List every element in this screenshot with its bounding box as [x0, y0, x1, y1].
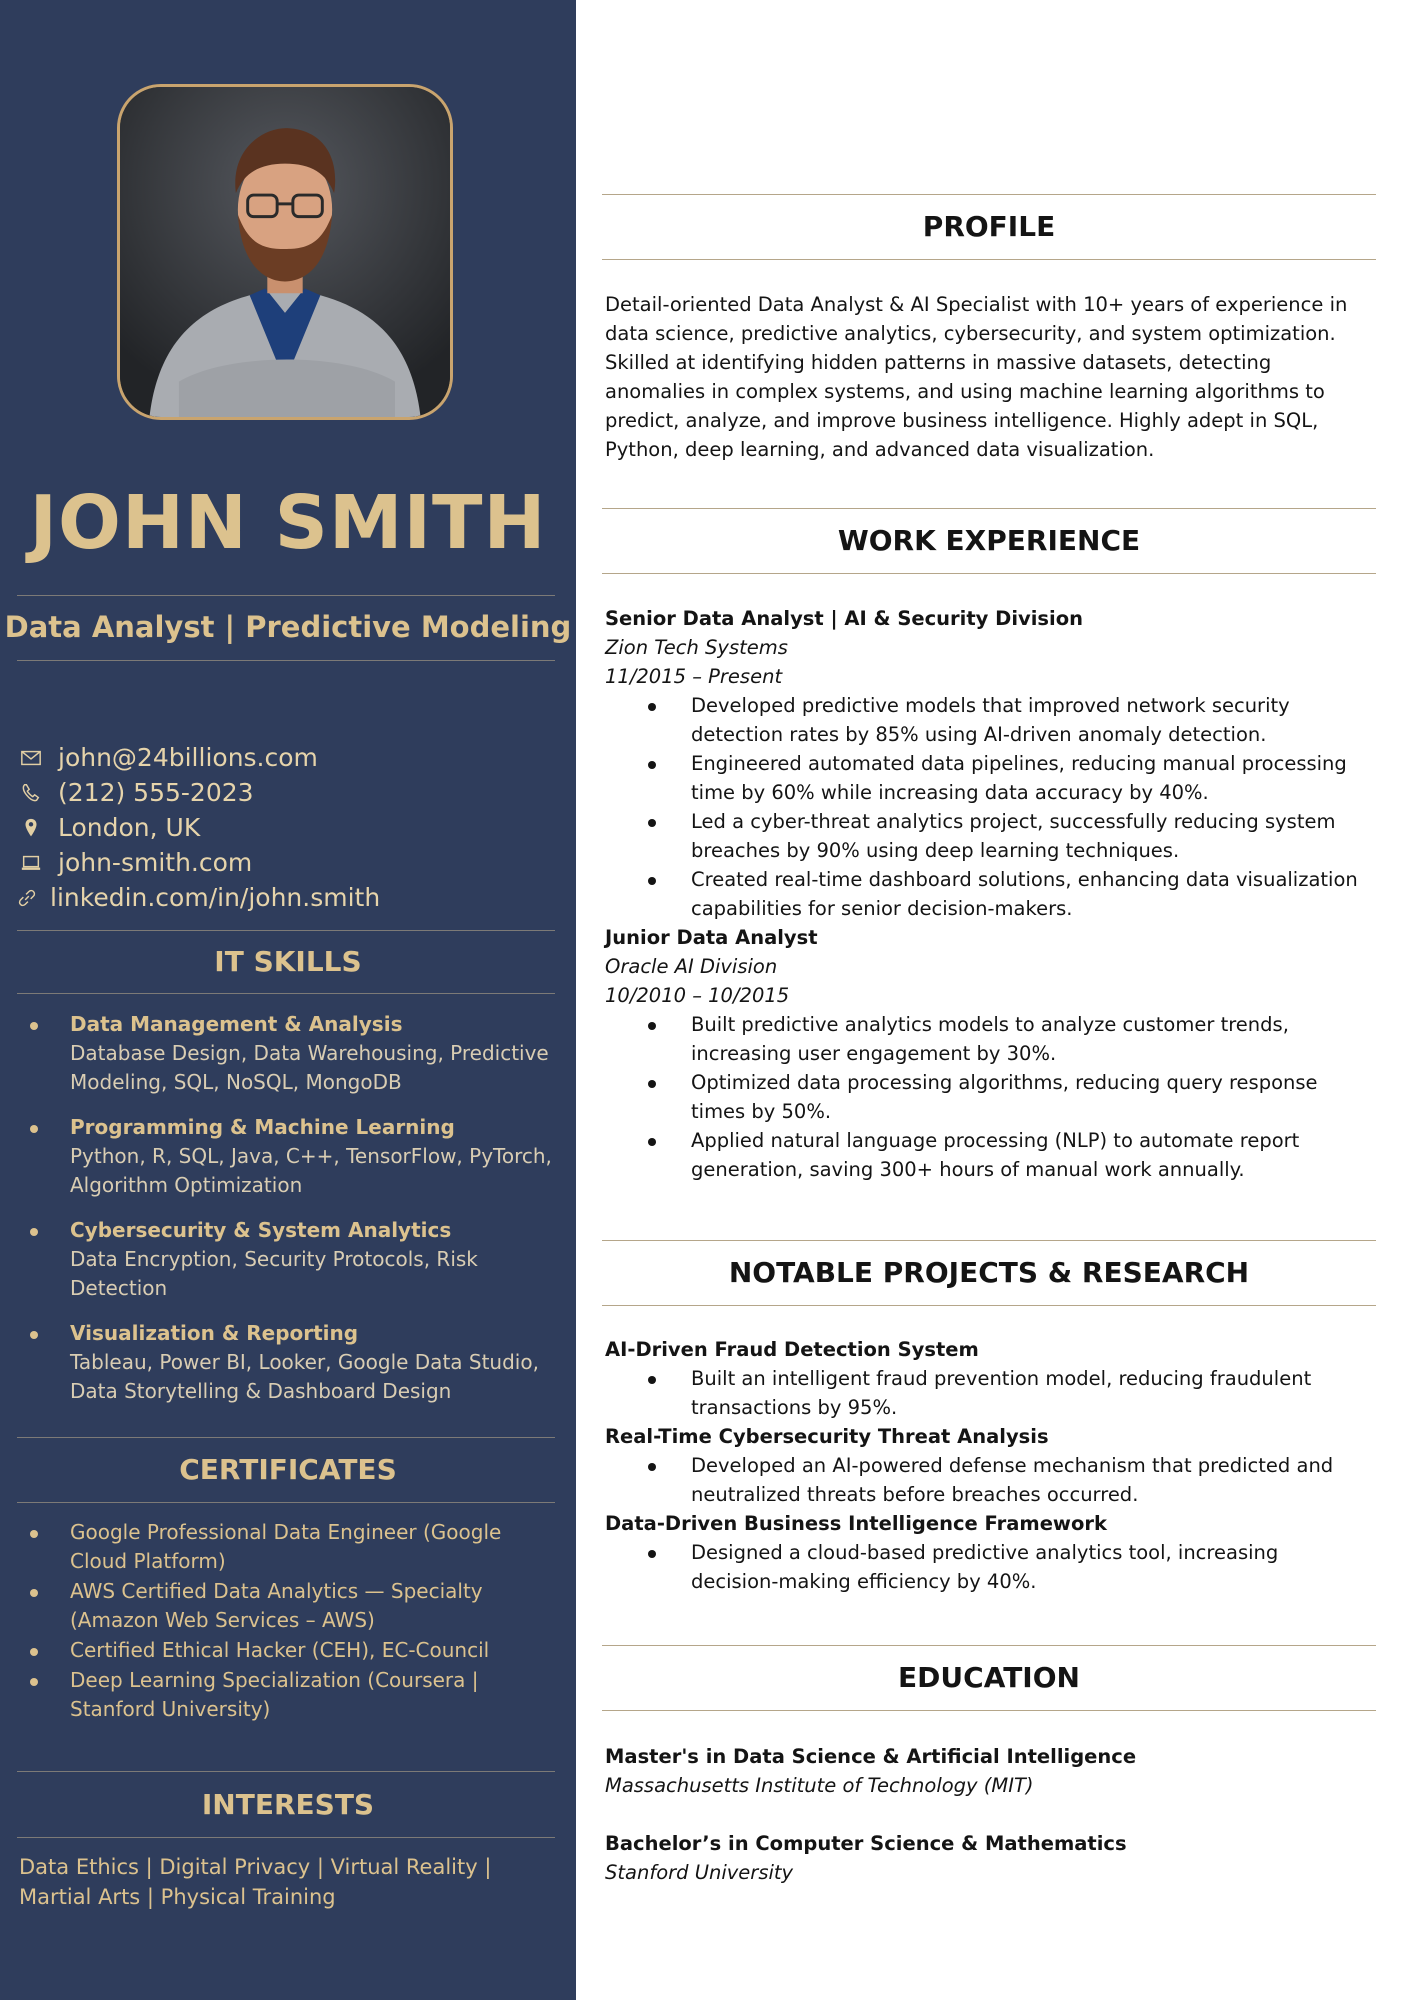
project-bullets — [605, 1538, 1375, 1596]
job-company: Zion Tech Systems — [605, 636, 788, 659]
project-title: Real-Time Cybersecurity Threat Analysis — [605, 1425, 1049, 1448]
job-bullet: Led a cyber-threat analytics project, successfully reducing system breaches by 90% using deep learning techniques. — [605, 807, 1375, 865]
education-degree: Bachelor’s in Computer Science & Mathematics — [605, 1832, 1127, 1855]
job-bullet: Optimized data processing algorithms, reducing query response times by 50%. — [605, 1068, 1375, 1126]
projects-heading: NOTABLE PROJECTS & RESEARCH — [728, 1256, 1250, 1289]
contact-phone[interactable] — [20, 775, 560, 810]
education-heading: EDUCATION — [898, 1661, 1080, 1694]
interests-heading: INTERESTS — [201, 1788, 375, 1821]
project-bullet: Designed a cloud-based predictive analytics tool, increasing decision-making efficiency by 40%. — [605, 1538, 1375, 1596]
bullet — [30, 1678, 38, 1686]
divider — [602, 259, 1376, 260]
contact-phone-text: (212) 555-2023 — [58, 778, 254, 807]
skill-title: Programming & Machine Learning — [70, 1115, 455, 1139]
job-dates: 10/2010 – 10/2015 — [605, 984, 790, 1007]
divider — [17, 595, 555, 596]
contact-location — [20, 810, 560, 845]
certificate-item — [24, 1577, 554, 1635]
divider — [17, 930, 555, 931]
work-experience-heading: WORK EXPERIENCE — [837, 524, 1141, 557]
divider — [602, 573, 1376, 574]
divider — [17, 993, 555, 994]
project-entry — [605, 1422, 1375, 1509]
education-degree: Master's in Data Science & Artificial Intelligence — [605, 1745, 1137, 1768]
job-bullet: Built predictive analytics models to analyze customer trends, increasing user engagement by 30%. — [605, 1010, 1375, 1068]
certificates-heading: CERTIFICATES — [179, 1453, 397, 1486]
project-entry — [605, 1335, 1375, 1422]
laptop-icon — [20, 852, 58, 874]
phone-icon — [20, 782, 58, 804]
contact-list — [20, 740, 560, 915]
mail-icon — [20, 747, 58, 769]
candidate-headline: Data Analyst | Predictive Modeling — [4, 610, 572, 644]
location-pin-icon — [20, 817, 58, 839]
contact-location-text: London, UK — [58, 813, 201, 842]
profile-heading: PROFILE — [922, 210, 1056, 243]
contact-linkedin[interactable] — [16, 880, 560, 915]
skill-item — [24, 1216, 554, 1303]
education-entry — [605, 1742, 1375, 1800]
skill-title: Data Management & Analysis — [70, 1012, 403, 1036]
projects-list — [605, 1335, 1375, 1596]
profile-photo — [117, 84, 453, 420]
job-title: Junior Data Analyst — [605, 926, 818, 949]
skill-desc: Data Encryption, Security Protocols, Risk Detection — [70, 1247, 478, 1300]
certificate-text: Deep Learning Specialization (Coursera | Stanford University) — [70, 1668, 479, 1721]
certificate-text: Google Professional Data Engineer (Google Cloud Platform) — [70, 1520, 502, 1573]
person-portrait-icon — [120, 87, 450, 417]
contact-website[interactable] — [20, 845, 560, 880]
certificate-text: AWS Certified Data Analytics — Specialty (Amazon Web Services – AWS) — [70, 1579, 483, 1632]
divider — [17, 1437, 555, 1438]
bullet — [30, 1125, 38, 1133]
education-list — [605, 1742, 1375, 1916]
divider — [602, 1305, 1376, 1306]
job-dates: 11/2015 – Present — [605, 665, 783, 688]
certificate-item — [24, 1636, 554, 1665]
project-bullets — [605, 1451, 1375, 1509]
divider — [602, 1710, 1376, 1711]
project-bullets — [605, 1364, 1375, 1422]
job-company: Oracle AI Division — [605, 955, 778, 978]
job-entry — [605, 923, 1375, 1184]
contact-website-text: john-smith.com — [58, 848, 253, 877]
profile-summary: Detail-oriented Data Analyst & AI Specialist with 10+ years of experience in data science, predictive analytics, cybersecurity, and system optimization. Skilled at identifying hidden patterns in massive datasets, detecting anomalies in complex systems, and using machine learning algorithms to predict, analyze, and improve business intelligence. Highly adept in SQL, Python, deep learning, and advanced data visualization. — [605, 293, 1348, 461]
skill-desc: Tableau, Power BI, Looker, Google Data Studio, Data Storytelling & Dashboard Design — [70, 1350, 539, 1403]
job-bullet: Developed predictive models that improved network security detection rates by 85% using AI-driven anomaly detection. — [605, 691, 1375, 749]
divider — [17, 660, 555, 661]
bullet — [30, 1228, 38, 1236]
certificate-item — [24, 1518, 554, 1576]
bullet — [30, 1022, 38, 1030]
work-experience-list — [605, 604, 1375, 1184]
bullet — [30, 1648, 38, 1656]
divider — [602, 508, 1376, 509]
skill-item — [24, 1113, 554, 1200]
project-title: Data-Driven Business Intelligence Framework — [605, 1512, 1107, 1535]
it-skills-heading: IT SKILLS — [214, 945, 362, 978]
job-bullet: Applied natural language processing (NLP) to automate report generation, saving 300+ hours of manual work annually. — [605, 1126, 1375, 1184]
education-entry — [605, 1829, 1375, 1887]
certificates-list — [24, 1518, 554, 1725]
bullet — [30, 1331, 38, 1339]
divider — [602, 194, 1376, 195]
divider — [17, 1771, 555, 1772]
interests-text: Data Ethics | Digital Privacy | Virtual Reality | Martial Arts | Physical Training — [19, 1855, 492, 1909]
divider — [602, 1240, 1376, 1241]
project-bullet: Built an intelligent fraud prevention model, reducing fraudulent transactions by 95%. — [605, 1364, 1375, 1422]
skills-list — [24, 1010, 554, 1422]
contact-email[interactable] — [20, 740, 560, 775]
education-school: Stanford University — [605, 1861, 794, 1884]
skill-title: Cybersecurity & System Analytics — [70, 1218, 452, 1242]
project-title: AI-Driven Fraud Detection System — [605, 1338, 979, 1361]
link-icon — [16, 887, 50, 909]
job-bullets — [605, 691, 1375, 923]
job-bullets — [605, 1010, 1375, 1184]
divider — [602, 1645, 1376, 1646]
job-bullet: Created real-time dashboard solutions, enhancing data visualization capabilities for senior decision-makers. — [605, 865, 1375, 923]
education-school: Massachusetts Institute of Technology (MIT) — [605, 1774, 1034, 1797]
divider — [17, 1502, 555, 1503]
candidate-name: JOHN SMITH — [29, 480, 547, 566]
job-entry — [605, 604, 1375, 923]
skill-desc: Python, R, SQL, Java, C++, TensorFlow, PyTorch, Algorithm Optimization — [70, 1144, 552, 1197]
skill-item — [24, 1010, 554, 1097]
job-title: Senior Data Analyst | AI & Security Division — [605, 607, 1084, 630]
project-bullet: Developed an AI-powered defense mechanism that predicted and neutralized threats before breaches occurred. — [605, 1451, 1375, 1509]
sidebar — [0, 0, 576, 2000]
divider — [17, 1837, 555, 1838]
certificate-text: Certified Ethical Hacker (CEH), EC-Council — [70, 1638, 490, 1662]
bullet — [30, 1530, 38, 1538]
job-bullet: Engineered automated data pipelines, reducing manual processing time by 60% while increasing data accuracy by 40%. — [605, 749, 1375, 807]
certificate-item — [24, 1666, 554, 1724]
project-entry — [605, 1509, 1375, 1596]
skill-title: Visualization & Reporting — [70, 1321, 359, 1345]
skill-desc: Database Design, Data Warehousing, Predictive Modeling, SQL, NoSQL, MongoDB — [70, 1041, 549, 1094]
contact-linkedin-text: linkedin.com/in/john.smith — [50, 883, 381, 912]
contact-email-text: john@24billions.com — [58, 743, 318, 772]
bullet — [30, 1589, 38, 1597]
skill-item — [24, 1319, 554, 1406]
